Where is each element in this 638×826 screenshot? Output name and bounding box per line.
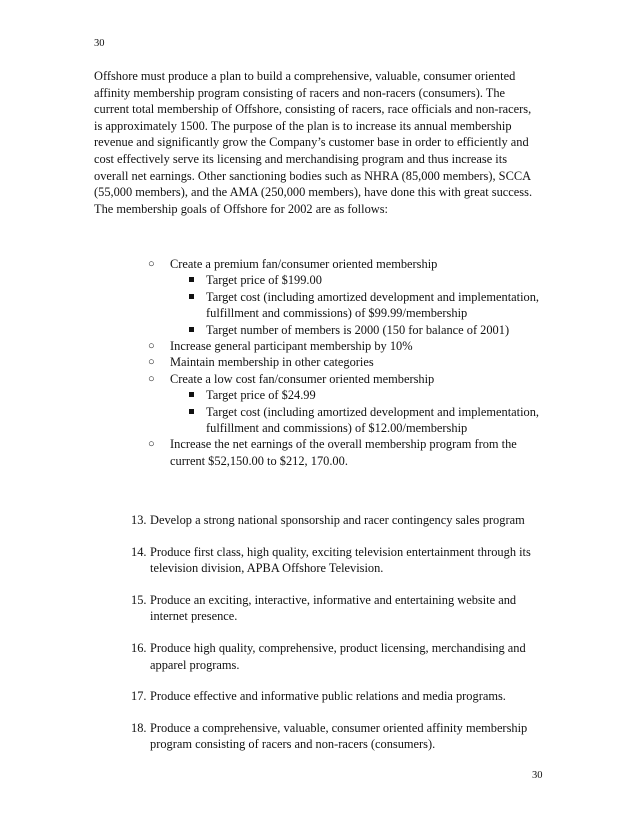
circle-bullet-icon: ○: [148, 340, 155, 353]
numbered-item: [131, 688, 540, 705]
numbered-item: [131, 512, 540, 529]
goal-sub-text: Target price of $24.99: [206, 388, 316, 403]
item-text: Develop a strong national sponsorship and racer contingency sales program: [150, 513, 525, 527]
item-number: 18.: [131, 720, 147, 735]
goal-text: Increase the net earnings of the overall membership program from the current $52,150.00 to $212, 170.00.: [170, 437, 517, 468]
goal-item: [148, 371, 550, 387]
numbered-item: [131, 592, 540, 625]
circle-bullet-icon: ○: [148, 372, 155, 385]
circle-bullet-icon: ○: [148, 438, 155, 451]
page-number-bottom: 30: [532, 770, 543, 781]
numbered-item: [131, 720, 540, 753]
square-bullet-icon: [189, 277, 194, 282]
goal-text: Maintain membership in other categories: [170, 355, 374, 370]
goal-sub-item: [206, 272, 551, 288]
intro-paragraph: Offshore must produce a plan to build a comprehensive, valuable, consumer oriented affinity membership program consisting of racers and non-racers (consumers). The current total membership of Offshore, consisting of racers, race officials and non-racers, is approximately 1500. The purpose of the plan is to increase its annual membership revenue and significantly grow the Company’s customer base in order to efficiently and cost effectively serve its licensing and merchandising program and thus increase its overall net earnings. Other sanctioning bodies such as NHRA (85,000 members), SCCA (55,000 members), and the AMA (250,000 members), have done this with great success. The membership goals of Offshore for 2002 are as follows:: [94, 69, 533, 216]
circle-bullet-icon: ○: [148, 356, 155, 369]
item-text: Produce a comprehensive, valuable, consumer oriented affinity membership program consisting of racers and non-racers (consumers).: [150, 720, 528, 752]
goal-text: Create a premium fan/consumer oriented membership: [170, 257, 438, 271]
numbered-item: [131, 544, 540, 577]
item-text: Produce high quality, comprehensive, product licensing, merchandising and apparel programs.: [150, 640, 526, 672]
numbered-item: [131, 640, 540, 673]
page-number-top: 30: [94, 38, 105, 49]
item-number: 16.: [131, 640, 147, 655]
square-bullet-icon: [189, 327, 194, 332]
square-bullet-icon: [189, 294, 194, 299]
goal-item: [148, 436, 550, 469]
item-number: 15.: [131, 592, 147, 607]
item-number: 17.: [131, 689, 147, 704]
goal-sub-item: [206, 387, 551, 403]
square-bullet-icon: [189, 392, 194, 397]
goal-sub-text: Target cost (including amortized development and implementation, fulfillment and commissions) of $99.99/membership: [206, 289, 540, 321]
goal-item: [148, 338, 550, 354]
goal-text: Create a low cost fan/consumer oriented membership: [170, 371, 435, 386]
item-text: Produce effective and informative public relations and media programs.: [150, 689, 506, 704]
goal-item: [148, 256, 550, 272]
goal-sub-item: [206, 404, 551, 437]
goal-sub-item: [206, 289, 551, 322]
goal-sub-text: Target cost (including amortized development and implementation, fulfillment and commissions) of $12.00/membership: [206, 404, 540, 436]
membership-goals-list: [0, 256, 638, 469]
goal-sub-text: Target number of members is 2000 (150 for balance of 2001): [206, 322, 510, 337]
numbered-list: [0, 512, 638, 768]
goal-sub-text: Target price of $199.00: [206, 273, 322, 288]
item-number: 13.: [131, 513, 147, 527]
circle-bullet-icon: ○: [148, 258, 155, 270]
item-number: 14.: [131, 544, 147, 559]
square-bullet-icon: [189, 409, 194, 414]
goal-text: Increase general participant membership by 10%: [170, 339, 413, 354]
goal-sub-item: [206, 322, 551, 338]
item-text: Produce an exciting, interactive, informative and entertaining website and internet presence.: [150, 592, 517, 624]
item-text: Produce first class, high quality, exciting television entertainment through its television division, APBA Offshore Television.: [150, 544, 531, 576]
goal-item: [148, 354, 550, 370]
